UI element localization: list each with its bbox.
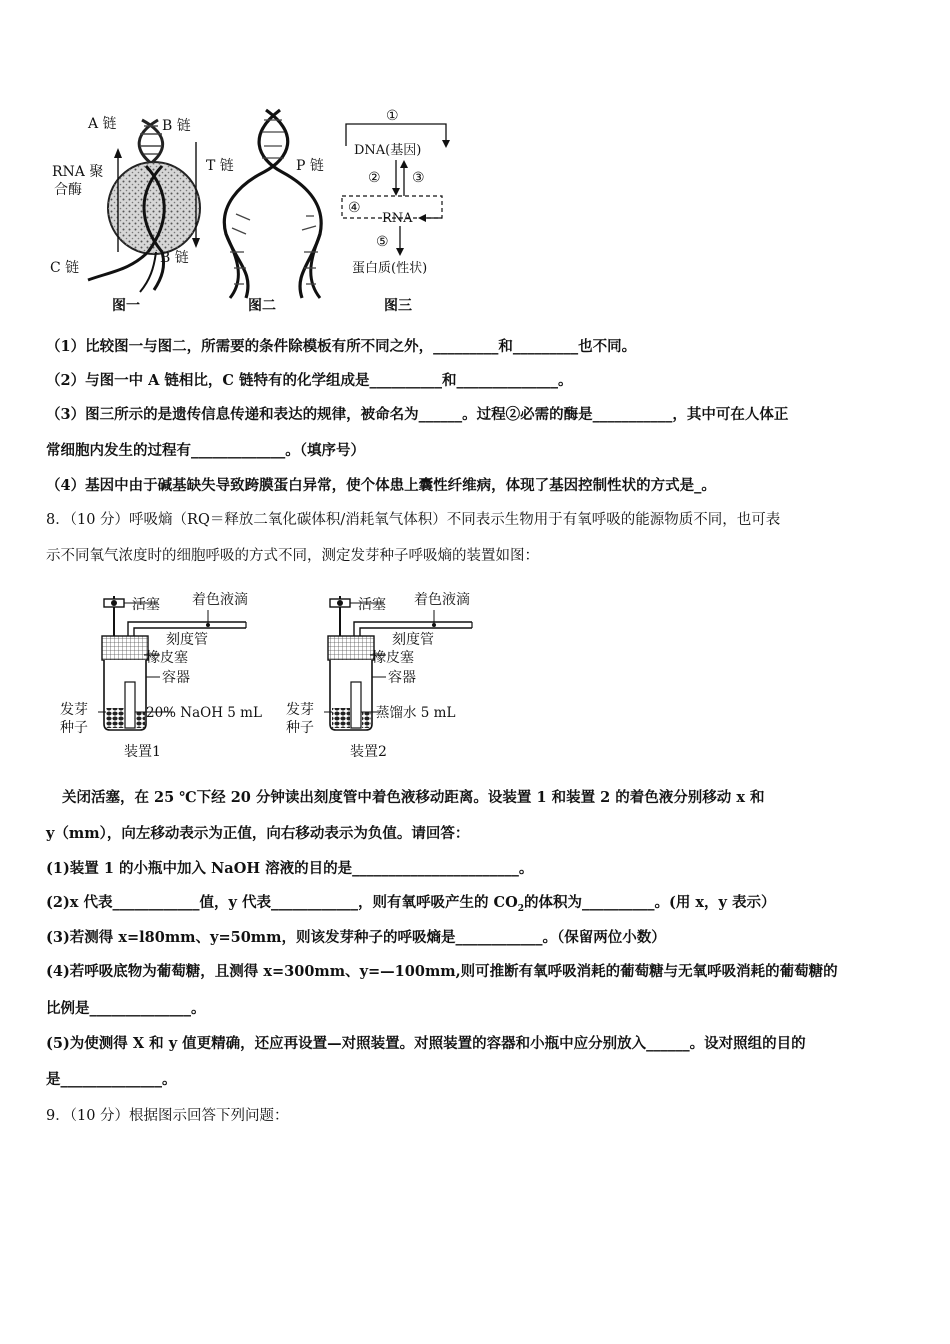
device-2	[286, 591, 472, 760]
device2-droplet-label: 着色液滴	[414, 592, 470, 608]
device2-stopper-label: 橡皮塞	[372, 650, 414, 666]
device2-caption: 装置2	[350, 744, 387, 760]
p-chain-label: P 链	[296, 158, 324, 174]
respiratory-quotient-apparatus	[58, 586, 490, 766]
device-1	[60, 591, 262, 760]
device2-container-label: 容器	[388, 670, 416, 686]
q7-part3-line2: 常细胞内发生的过程有_____________。（填序号）	[46, 442, 365, 459]
q7-part4: （4）基因中由于碱基缺失导致跨膜蛋白异常，使个体患上囊性纤维病，体现了基因控制性状的方式是_。	[46, 477, 716, 494]
q8-sub4-line1: (4)若呼吸底物为葡萄糖，且测得 x=300mm、y=—100mm,则可推断有氧呼吸消耗的葡萄糖与无氧呼吸消耗的葡萄糖的	[46, 963, 838, 980]
process-3-label: ③	[412, 170, 425, 186]
device1-stopper-label: 橡皮塞	[146, 650, 188, 666]
q8-sub2-subscript: 2	[517, 903, 524, 914]
q8-sub2-pre: (2)x 代表____________值，y 代表____________，则有氧呼吸产生的 CO	[46, 894, 518, 911]
q8-intro-line2: y（mm），向左移动表示为正值，向右移动表示为负值。请回答：	[46, 825, 470, 842]
a-chain-label: A 链	[88, 116, 117, 132]
dna-gene-label: DNA(基因)	[354, 143, 422, 158]
figure-one-caption: 图一	[112, 298, 140, 314]
q7-part2: （2）与图一中 A 链相比，C 链特有的化学组成是__________和______________。	[46, 372, 573, 389]
device1-stopcock-label: 活塞	[132, 597, 160, 613]
device1-seed-label-1: 发芽	[60, 702, 88, 718]
rna-polymerase-label-1: RNA 聚	[52, 164, 104, 180]
process-5-label: ⑤	[376, 234, 389, 250]
q9-stem: 9．（10 分）根据图示回答下列问题：	[46, 1108, 289, 1124]
figure-one	[50, 116, 200, 314]
q8-intro-line1: 关闭活塞，在 25 ℃下经 20 分钟读出刻度管中着色液移动距离。设装置 1 和装置 2 的着色液分别移动 x 和	[62, 789, 765, 806]
figure-three	[342, 108, 450, 314]
figure-two	[206, 110, 324, 314]
q7-part3-line1: （3）图三所示的是遗传信息传递和表达的规律，被命名为______。过程②必需的酶是___________，其中可在人体正	[46, 406, 789, 423]
figure-three-caption: 图三	[384, 298, 412, 314]
q8-sub1: (1)装置 1 的小瓶中加入 NaOH 溶液的目的是_______________________。	[46, 860, 534, 877]
q8-sub3: (3)若测得 x=l80mm、y=50mm，则该发芽种子的呼吸熵是____________。（保留两位小数）	[46, 929, 666, 946]
device2-water-label: 蒸馏水 5 mL	[376, 705, 456, 721]
b-chain-top-label: B 链	[162, 118, 191, 134]
device1-caption: 装置1	[124, 744, 161, 760]
q8-sub4-line2: 比例是______________。	[46, 1000, 206, 1017]
b-chain-bottom-label: B 链	[160, 250, 189, 266]
device1-container-label: 容器	[162, 670, 190, 686]
device1-seed-label-2: 种子	[60, 720, 88, 736]
q7-part1: （1）比较图一与图二，所需要的条件除模板有所不同之外，_________和_________也不同。	[46, 338, 637, 355]
q8-sub5-line1: (5)为使测得 X 和 y 值更精确，还应再设置—对照装置。对照装置的容器和小瓶中应分别放入______。设对照组的目的	[46, 1035, 806, 1052]
device2-seed-label-1: 发芽	[286, 702, 314, 718]
q8-sub2	[46, 893, 906, 919]
process-2-label: ②	[368, 170, 381, 186]
dna-transcription-figure	[50, 102, 470, 320]
figure-two-caption: 图二	[248, 298, 276, 314]
device1-droplet-label: 着色液滴	[192, 592, 248, 608]
device2-seed-label-2: 种子	[286, 720, 314, 736]
c-chain-label: C 链	[50, 260, 80, 276]
rna-polymerase-label-2: 合酶	[54, 182, 82, 198]
device1-tube-label: 刻度管	[166, 632, 208, 648]
protein-trait-label: 蛋白质(性状)	[352, 261, 428, 276]
q8-stem-line1: 8．（10 分）呼吸熵（RQ＝释放二氧化碳体积/消耗氧气体积）不同表示生物用于有氧呼吸的能源物质不同，也可表	[46, 512, 781, 528]
process-4-label: ④	[348, 200, 361, 216]
rna-label: RNA	[382, 211, 413, 226]
device2-stopcock-label: 活塞	[358, 597, 386, 613]
t-chain-label: T 链	[206, 158, 234, 174]
device1-naoh-label: 20% NaOH 5 mL	[146, 705, 262, 721]
q8-sub5-line2: 是______________。	[46, 1071, 177, 1088]
q8-stem-line2: 示不同氧气浓度时的细胞呼吸的方式不同，测定发芽种子呼吸熵的装置如图：	[46, 548, 539, 564]
process-1-label: ①	[386, 108, 399, 124]
q8-sub2-post: 的体积为__________。(用 x，y 表示）	[523, 894, 776, 911]
device2-tube-label: 刻度管	[392, 632, 434, 648]
